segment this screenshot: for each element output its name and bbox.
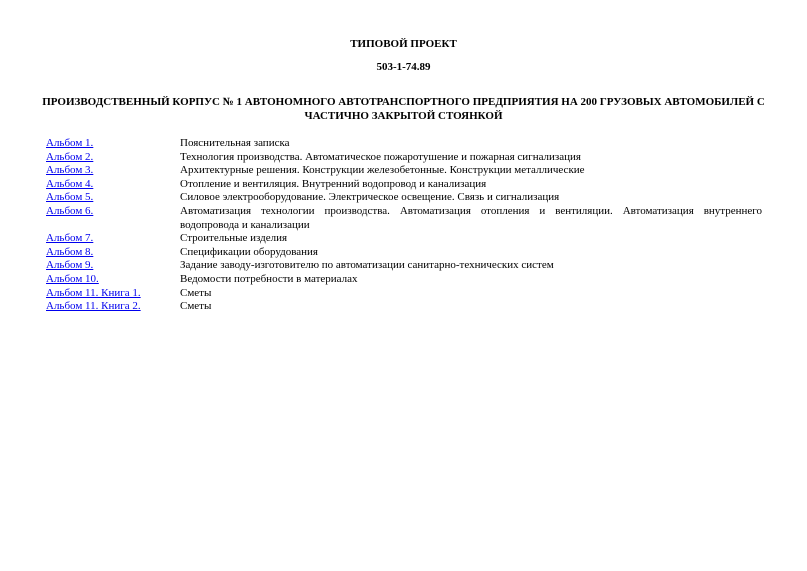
album-description: Спецификации оборудования bbox=[180, 245, 318, 258]
album-row bbox=[46, 164, 762, 178]
album-description: Технология производства. Автоматическое пожаротушение и пожарная сигнализация bbox=[180, 150, 581, 163]
album-link-8[interactable]: Альбом 8. bbox=[46, 245, 94, 258]
album-row bbox=[46, 287, 762, 301]
album-link-5[interactable]: Альбом 5. bbox=[46, 191, 94, 204]
album-row bbox=[46, 205, 762, 232]
album-row bbox=[46, 259, 762, 273]
document-type-heading: ТИПОВОЙ ПРОЕКТ bbox=[350, 38, 457, 50]
document-code: 503-1-74.89 bbox=[376, 61, 431, 73]
album-description: Автоматизация технологии производства. Автоматизация отопления и вентиляции. Автоматизация внутреннего водопровода и канализации bbox=[180, 204, 762, 231]
album-row bbox=[46, 273, 762, 287]
album-link-4[interactable]: Альбом 4. bbox=[46, 177, 94, 190]
album-link-2[interactable]: Альбом 2. bbox=[46, 150, 94, 163]
album-link-11-book-2[interactable]: Альбом 11. Книга 2. bbox=[46, 300, 141, 313]
album-link-9[interactable]: Альбом 9. bbox=[46, 259, 94, 272]
album-link-11-book-1[interactable]: Альбом 11. Книга 1. bbox=[46, 286, 141, 299]
album-description: Сметы bbox=[180, 300, 212, 313]
document-title: ПРОИЗВОДСТВЕННЫЙ КОРПУС № 1 АВТОНОМНОГО АВТОТРАНСПОРТНОГО ПРЕДПРИЯТИЯ НА 200 ГРУЗОВЫХ АВТОМОБИЛЕЙ С ЧАСТИЧНО ЗАКРЫТОЙ СТОЯНКОЙ bbox=[42, 96, 765, 122]
album-row bbox=[46, 178, 762, 192]
album-description: Силовое электрооборудование. Электрическое освещение. Связь и сигнализация bbox=[180, 191, 560, 204]
album-list bbox=[46, 137, 762, 314]
album-description: Отопление и вентиляция. Внутренний водопровод и канализация bbox=[180, 177, 487, 190]
album-row bbox=[46, 151, 762, 165]
album-row bbox=[46, 191, 762, 205]
album-link-3[interactable]: Альбом 3. bbox=[46, 164, 94, 177]
album-row bbox=[46, 137, 762, 151]
album-row bbox=[46, 232, 762, 246]
album-row bbox=[46, 246, 762, 260]
album-description: Пояснительная записка bbox=[180, 137, 290, 149]
album-link-1[interactable]: Альбом 1. bbox=[46, 137, 94, 149]
album-link-7[interactable]: Альбом 7. bbox=[46, 232, 94, 245]
album-link-10[interactable]: Альбом 10. bbox=[46, 272, 99, 285]
album-description: Задание заводу-изготовителю по автоматизации санитарно-технических систем bbox=[180, 259, 554, 272]
album-description: Строительные изделия bbox=[180, 232, 288, 245]
album-row bbox=[46, 300, 762, 314]
album-link-6[interactable]: Альбом 6. bbox=[46, 204, 94, 217]
album-description: Архитектурные решения. Конструкции железобетонные. Конструкции металлические bbox=[180, 164, 585, 177]
album-description: Ведомости потребности в материалах bbox=[180, 272, 358, 285]
album-description: Сметы bbox=[180, 286, 212, 299]
